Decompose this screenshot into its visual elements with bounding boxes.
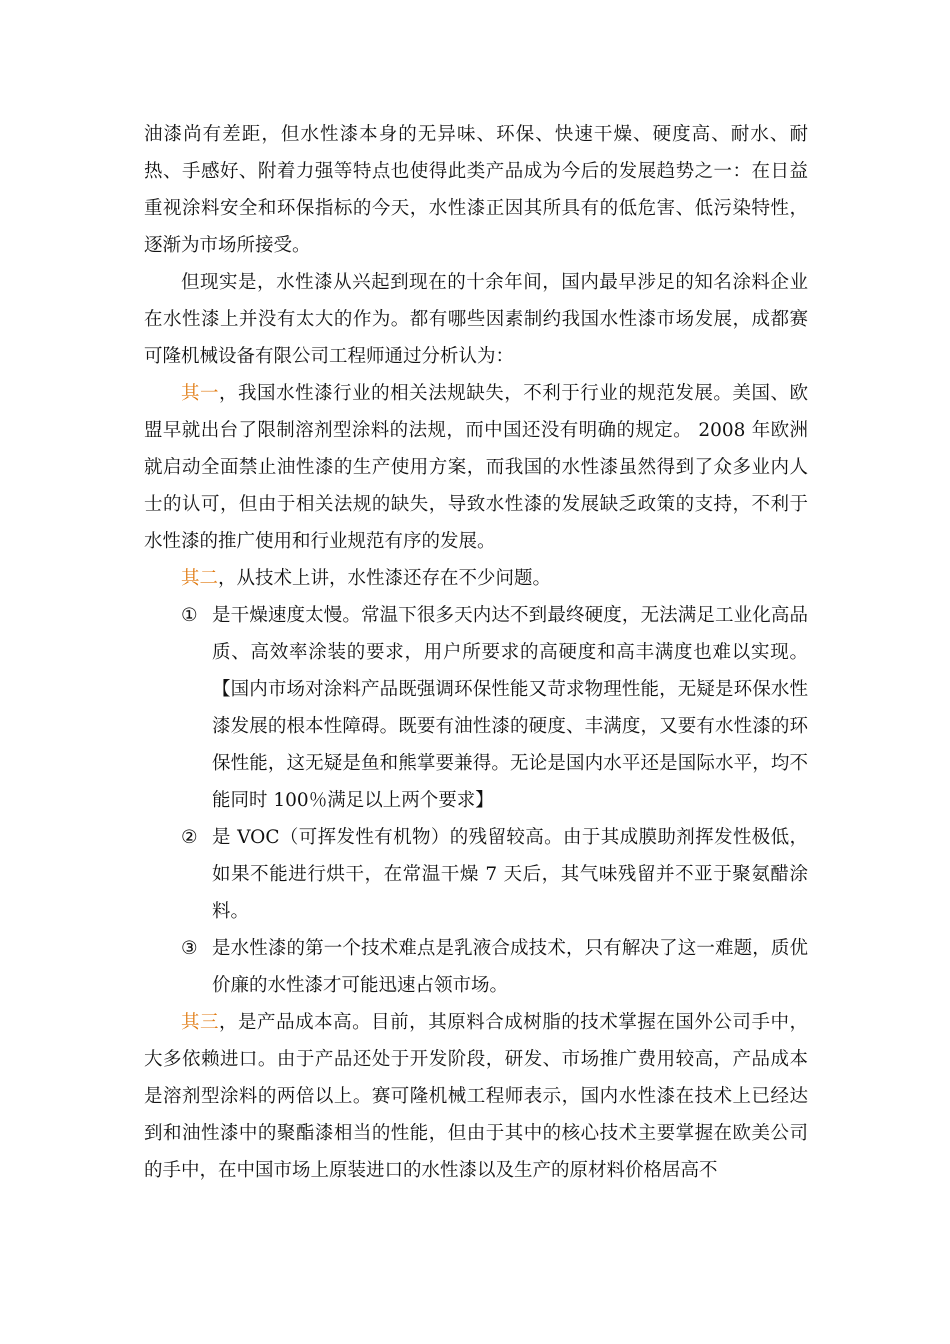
- document-page: [144, 116, 808, 1189]
- paragraph-3: [144, 375, 808, 560]
- point-one-label: 其一: [181, 383, 220, 404]
- list-item: [144, 930, 808, 1004]
- list-text: 是 VOC（可挥发性有机物）的残留较高。由于其成膜助剂挥发性极低，如果不能进行烘干，在常温干燥 7 天后，其气味残留并不亚于聚氨醋涂料。: [212, 827, 808, 922]
- paragraph-1: 油漆尚有差距，但水性漆本身的无异味、环保、快速干燥、硬度高、耐水、耐热、手感好、附着力强等特点也使得此类产品成为今后的发展趋势之一：在日益重视涂料安全和环保指标的今天，水性漆正因其所具有的低危害、低污染特性，逐渐为市场所接受。: [144, 124, 808, 256]
- paragraph-2: 但现实是，水性漆从兴起到现在的十余年间，国内最早涉足的知名涂料企业在水性漆上并没有太大的作为。都有哪些因素制约我国水性漆市场发展，成都赛可隆机械设备有限公司工程师通过分析认为：: [144, 272, 808, 367]
- list-number: ①: [181, 605, 198, 626]
- point-two-label: 其二: [181, 568, 219, 589]
- paragraph-5: [144, 1004, 808, 1189]
- list-text: 是干燥速度太慢。常温下很多天内达不到最终硬度，无法满足工业化高品质、高效率涂装的要求，用户所要求的高硬度和高丰满度也难以实现。【国内市场对涂料产品既强调环保性能又苛求物理性能，无疑是环保水性漆发展的根本性障碍。既要有油性漆的硬度、丰满度，又要有水性漆的环保性能，这无疑是鱼和熊掌要兼得。无论是国内水平还是国际水平，均不能同时 100％满足以上两个要求】: [212, 605, 808, 811]
- list-number: ③: [181, 938, 198, 959]
- list-number: ②: [181, 827, 198, 848]
- point-three-label: 其三: [181, 1012, 220, 1033]
- paragraph-4: [144, 560, 808, 597]
- list-item: [144, 819, 808, 930]
- point-one-text: ，我国水性漆行业的相关法规缺失，不利于行业的规范发展。美国、欧盟早就出台了限制溶剂型涂料的法规，而中国还没有明确的规定。 2008 年欧洲就启动全面禁止油性漆的生产使用方案，而我国的水性漆虽然得到了众多业内人士的认可，但由于相关法规的缺失，导致水性漆的发展缺乏政策的支持，不利于水性漆的推广使用和行业规范有序的发展。: [144, 383, 808, 552]
- list-text: 是水性漆的第一个技术难点是乳液合成技术，只有解决了这一难题，质优价廉的水性漆才可能迅速占领市场。: [212, 938, 808, 996]
- point-three-text: ，是产品成本高。目前，其原料合成树脂的技术掌握在国外公司手中，大多依赖进口。由于产品还处于开发阶段，研发、市场推广费用较高，产品成本是溶剂型涂料的两倍以上。赛可隆机械工程师表示，国内水性漆在技术上已经达到和油性漆中的聚酯漆相当的性能，但由于其中的核心技术主要掌握在欧美公司的手中，在中国市场上原装进口的水性漆以及生产的原材料价格居高不: [144, 1012, 808, 1181]
- list-item: [144, 597, 808, 819]
- point-two-text: ，从技术上讲，水性漆还存在不少问题。: [218, 568, 552, 589]
